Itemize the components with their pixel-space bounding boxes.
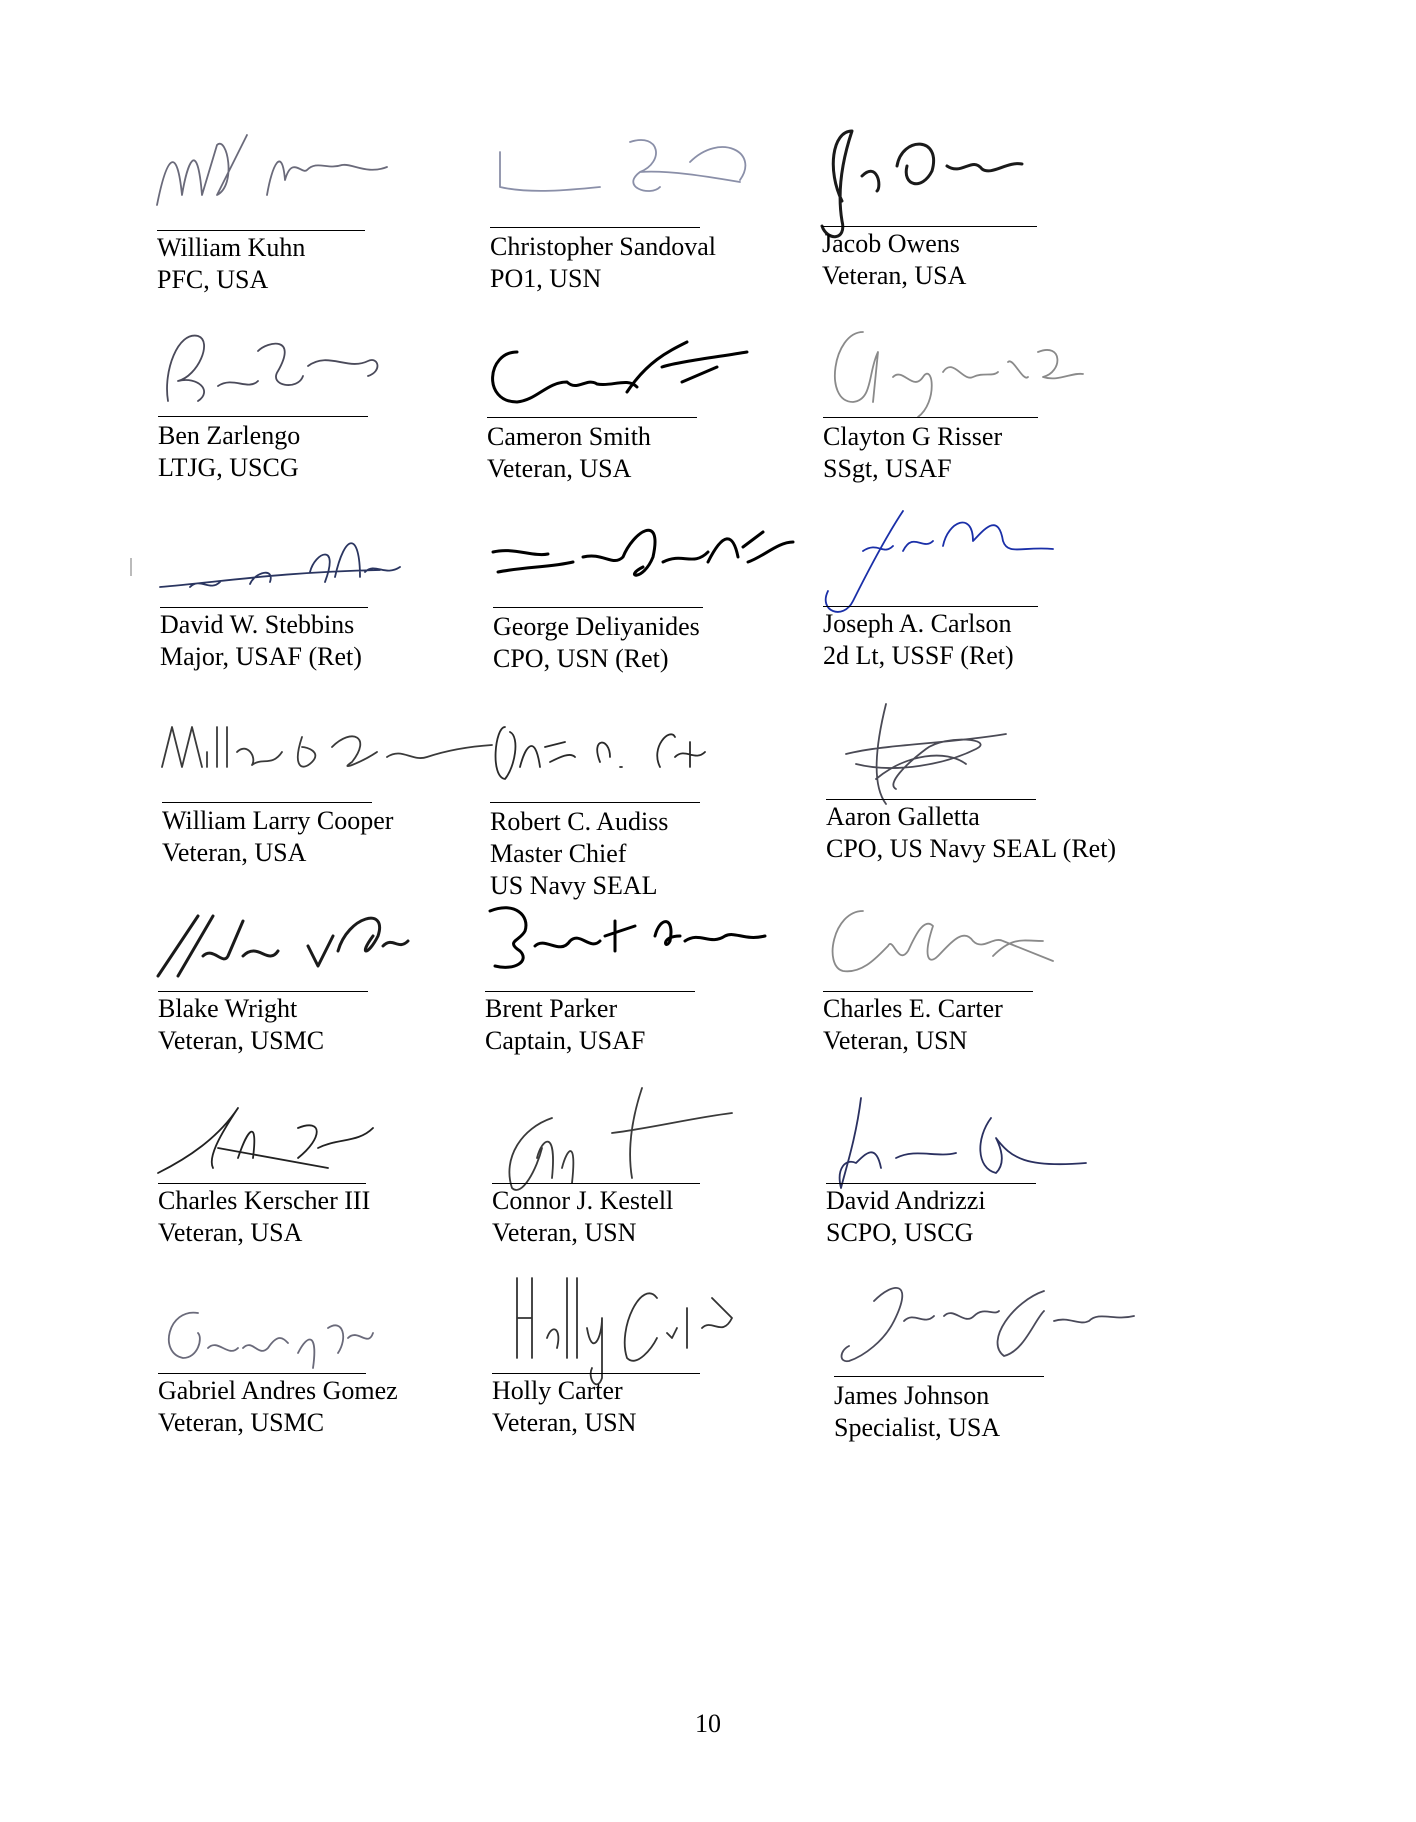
signature-line: [834, 1376, 1044, 1377]
signature-stroke: [490, 908, 765, 968]
signatory-title: US Navy SEAL: [490, 871, 658, 900]
signature-stroke: [840, 1098, 1086, 1188]
signatory-name: David W. Stebbins: [160, 610, 355, 639]
signature-line: [490, 227, 700, 228]
signatory-title: Master Chief: [490, 839, 627, 868]
signatory-title: SSgt, USAF: [823, 454, 952, 483]
signatory-name: Joseph A. Carlson: [823, 609, 1012, 638]
handwritten-signature: [823, 322, 1143, 432]
signatory-name: George Deliyanides: [493, 612, 700, 641]
handwritten-signature: [492, 1278, 812, 1388]
signatory-name: Ben Zarlengo: [158, 421, 301, 450]
signatory-name: William Kuhn: [157, 233, 306, 262]
signatory-title: Veteran, USA: [162, 838, 307, 867]
signature-stroke: [500, 140, 745, 191]
signatory-title: Specialist, USA: [834, 1413, 1001, 1442]
signature-stroke: [822, 131, 1022, 237]
signature-line: [822, 226, 1037, 227]
signature-stroke: [496, 727, 705, 779]
handwritten-signature: [485, 896, 805, 1006]
handwritten-signature: [822, 131, 1142, 241]
signatory-name: Clayton G Risser: [823, 422, 1003, 451]
handwritten-signature: [826, 704, 1146, 814]
signatory-name: Charles Kerscher III: [158, 1186, 371, 1215]
handwritten-signature: [492, 1088, 812, 1198]
signatory-title: CPO, US Navy SEAL (Ret): [826, 834, 1117, 863]
signature-line: [160, 607, 368, 608]
signature-line: [487, 417, 697, 418]
signature-stroke: [493, 530, 793, 575]
signatory-name: Connor J. Kestell: [492, 1186, 674, 1215]
signatory-name: Charles E. Carter: [823, 994, 1003, 1023]
signature-line: [492, 1373, 700, 1374]
signatory-title: Veteran, USN: [492, 1408, 637, 1437]
signatory-title: Veteran, USA: [822, 261, 967, 290]
signature-stroke: [517, 1278, 732, 1384]
signature-stroke: [157, 135, 387, 205]
signatory-name: Brent Parker: [485, 994, 618, 1023]
scan-artifact: [130, 558, 132, 576]
signatory-title: Veteran, USA: [487, 454, 632, 483]
signature-stroke: [846, 704, 1006, 804]
handwritten-signature: [162, 707, 482, 817]
signature-line: [158, 1183, 366, 1184]
signature-line: [493, 607, 703, 608]
signatory-title: Veteran, USMC: [158, 1026, 325, 1055]
signature-stroke: [167, 336, 377, 401]
signatory-title: Veteran, USMC: [158, 1408, 325, 1437]
signature-stroke: [493, 342, 747, 402]
handwritten-signature: [158, 896, 478, 1006]
signatory-name: Aaron Galletta: [826, 802, 980, 831]
handwritten-signature: [490, 132, 810, 242]
handwritten-signature: [493, 512, 813, 622]
signatory-title: 2d Lt, USSF (Ret): [823, 641, 1014, 670]
signatory-name: Blake Wright: [158, 994, 298, 1023]
signature-stroke: [509, 1088, 732, 1190]
signature-stroke: [160, 543, 400, 587]
signatory-title: Major, USAF (Ret): [160, 642, 362, 671]
signature-line: [823, 606, 1038, 607]
handwritten-signature: [160, 512, 480, 622]
signatory-name: Robert C. Audiss: [490, 807, 669, 836]
signatory-name: Holly Carter: [492, 1376, 623, 1405]
signature-line: [823, 991, 1033, 992]
handwritten-signature: [487, 322, 807, 432]
signature-line: [157, 230, 365, 231]
handwritten-signature: [823, 511, 1143, 621]
signature-line: [158, 1373, 366, 1374]
signatory-name: James Johnson: [834, 1381, 990, 1410]
signature-line: [826, 799, 1036, 800]
handwritten-signature: [490, 707, 810, 817]
signatory-title: Veteran, USN: [492, 1218, 637, 1247]
signature-line: [826, 1183, 1036, 1184]
signature-stroke: [158, 1108, 373, 1173]
signature-line: [485, 991, 695, 992]
signatory-name: Jacob Owens: [822, 229, 960, 258]
signature-stroke: [169, 1313, 373, 1368]
signature-stroke: [158, 916, 408, 976]
signature-stroke: [842, 1288, 1135, 1361]
signatory-title: CPO, USN (Ret): [493, 644, 669, 673]
signature-line: [492, 1183, 700, 1184]
signatory-name: David Andrizzi: [826, 1186, 986, 1215]
handwritten-signature: [826, 1088, 1146, 1198]
signature-stroke: [833, 911, 1053, 971]
signatory-name: Christopher Sandoval: [490, 232, 717, 261]
signatory-name: William Larry Cooper: [162, 806, 394, 835]
signature-line: [823, 417, 1038, 418]
signatory-title: PFC, USA: [157, 265, 269, 294]
handwritten-signature: [158, 1278, 478, 1388]
signatory-title: Captain, USAF: [485, 1026, 646, 1055]
handwritten-signature: [157, 135, 477, 245]
signature-line: [490, 802, 700, 803]
signature-line: [158, 416, 368, 417]
handwritten-signature: [158, 1088, 478, 1198]
signature-stroke: [162, 727, 492, 767]
signatory-name: Gabriel Andres Gomez: [158, 1376, 398, 1405]
signatory-title: Veteran, USN: [823, 1026, 968, 1055]
signature-stroke: [835, 332, 1083, 417]
signatory-title: Veteran, USA: [158, 1218, 303, 1247]
signature-stroke: [826, 511, 1053, 612]
handwritten-signature: [158, 321, 478, 431]
signatory-title: SCPO, USCG: [826, 1218, 974, 1247]
signatory-name: Cameron Smith: [487, 422, 651, 451]
signatory-title: LTJG, USCG: [158, 453, 299, 482]
handwritten-signature: [834, 1281, 1154, 1391]
page-number: 10: [695, 1709, 721, 1738]
handwritten-signature: [823, 896, 1143, 1006]
signatory-title: PO1, USN: [490, 264, 602, 293]
signature-line: [158, 991, 368, 992]
signature-line: [162, 802, 372, 803]
